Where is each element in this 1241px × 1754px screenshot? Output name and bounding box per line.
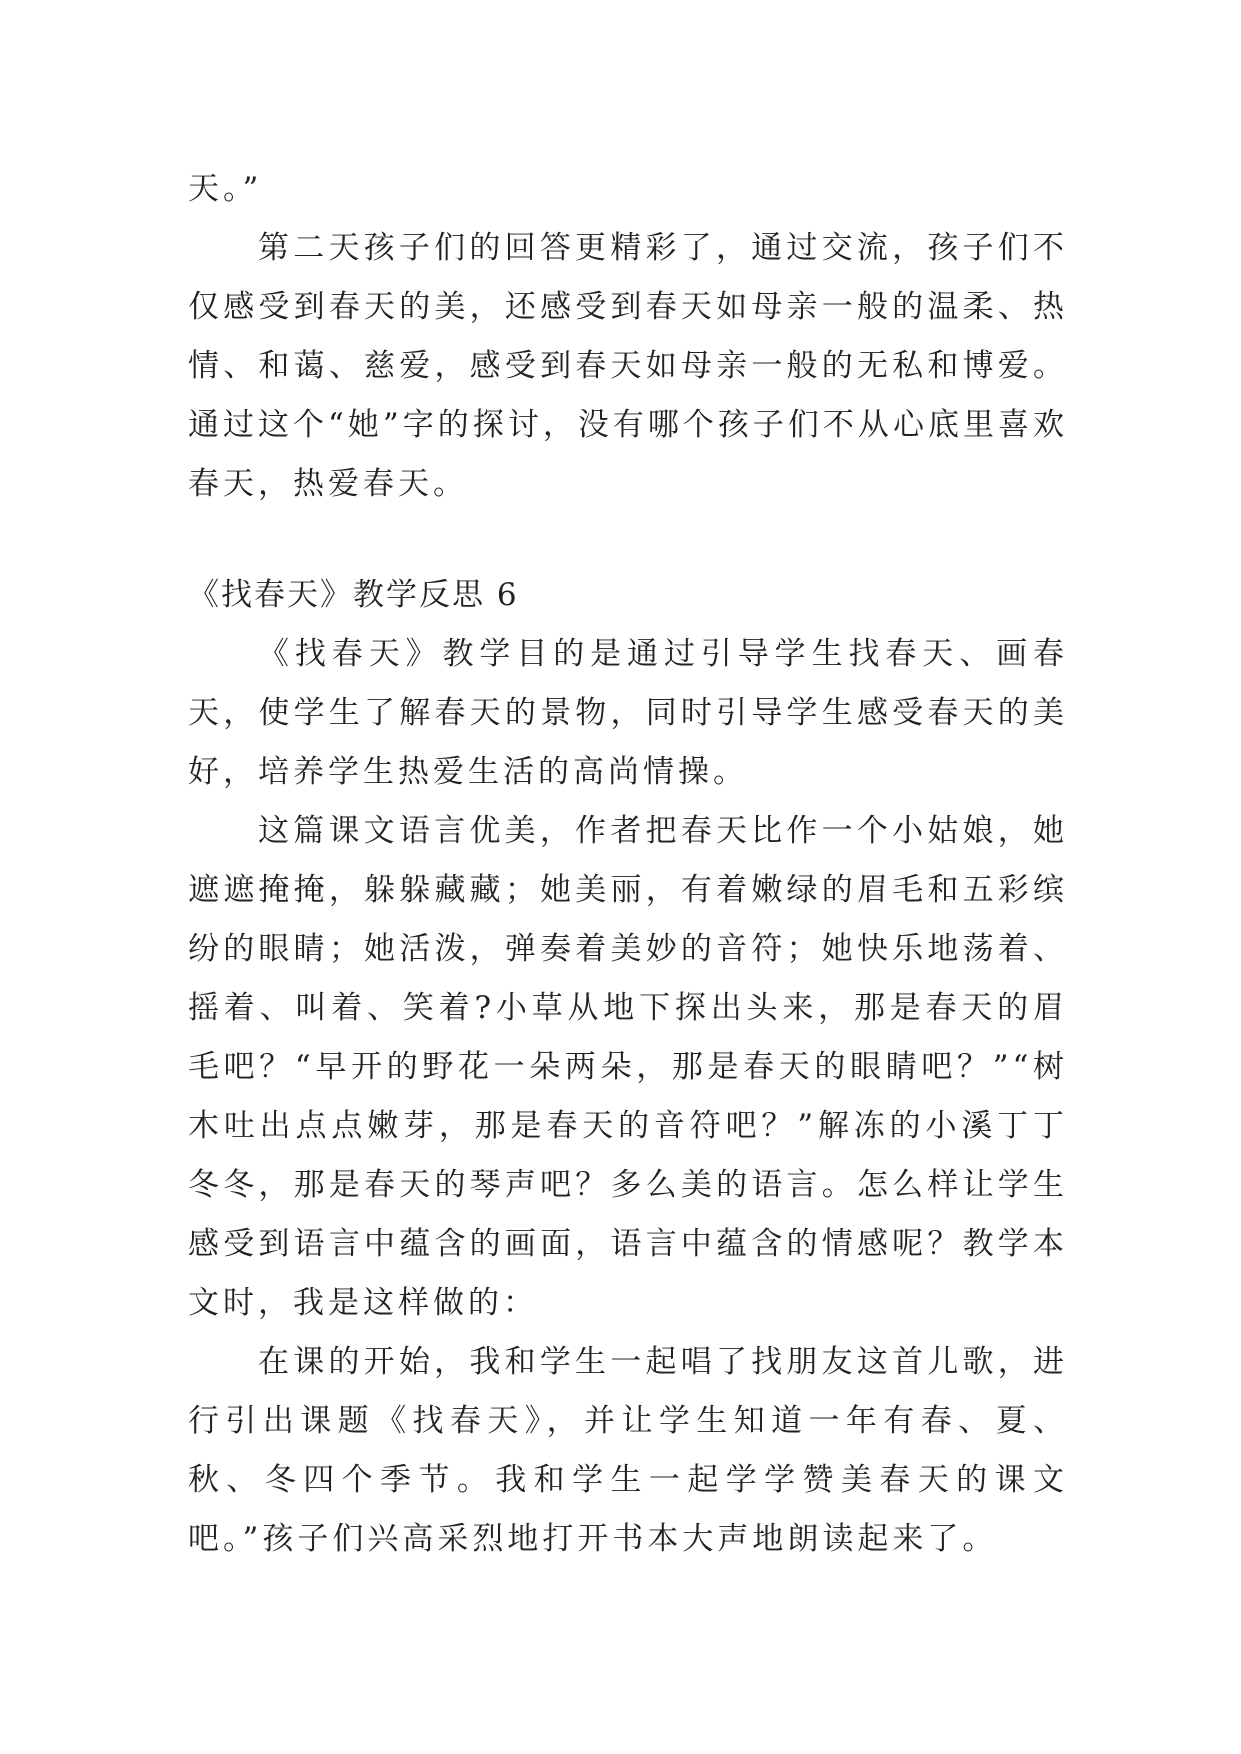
paragraph-language-analysis: 这篇课文语言优美，作者把春天比作一个小姑娘，她遮遮掩掩，躲躲藏藏；她美丽，有着嫩绿的眉毛和五彩缤纷的眼睛；她活泼，弹奏着美妙的音符；她快乐地荡着、摇着、叫着、笑着?小草从地下探出头来，那是春天的眉毛吧？“早开的野花一朵两朵，那是春天的眼睛吧？”“树木吐出点点嫩芽，那是春天的音符吧？”解冻的小溪丁丁冬冬，那是春天的琴声吧？多么美的语言。怎么样让学生感受到语言中蕴含的画面，语言中蕴含的情感呢？教学本文时，我是这样做的： bbox=[188, 813, 1068, 1321]
paragraph-teaching-goal: 《找春天》教学目的是通过引导学生找春天、画春天，使学生了解春天的景物，同时引导学生感受春天的美好，培养学生热爱生活的高尚情操。 bbox=[188, 636, 1068, 790]
section-title: 《找春天》教学反思 6 bbox=[188, 577, 519, 613]
paragraph-continuation: 天。” bbox=[188, 171, 263, 207]
document-body bbox=[188, 160, 1068, 1569]
paragraph-second-day: 第二天孩子们的回答更精彩了，通过交流，孩子们不仅感受到春天的美，还感受到春天如母亲一般的温柔、热情、和蔼、慈爱，感受到春天如母亲一般的无私和博爱。通过这个“她”字的探讨，没有哪个孩子们不从心底里喜欢春天，热爱春天。 bbox=[188, 230, 1068, 502]
paragraph-class-opening: 在课的开始，我和学生一起唱了找朋友这首儿歌，进行引出课题《找春天》，并让学生知道一年有春、夏、秋、冬四个季节。我和学生一起学学赞美春天的课文吧。”孩子们兴高采烈地打开书本大声地朗读起来了。 bbox=[188, 1344, 1068, 1557]
